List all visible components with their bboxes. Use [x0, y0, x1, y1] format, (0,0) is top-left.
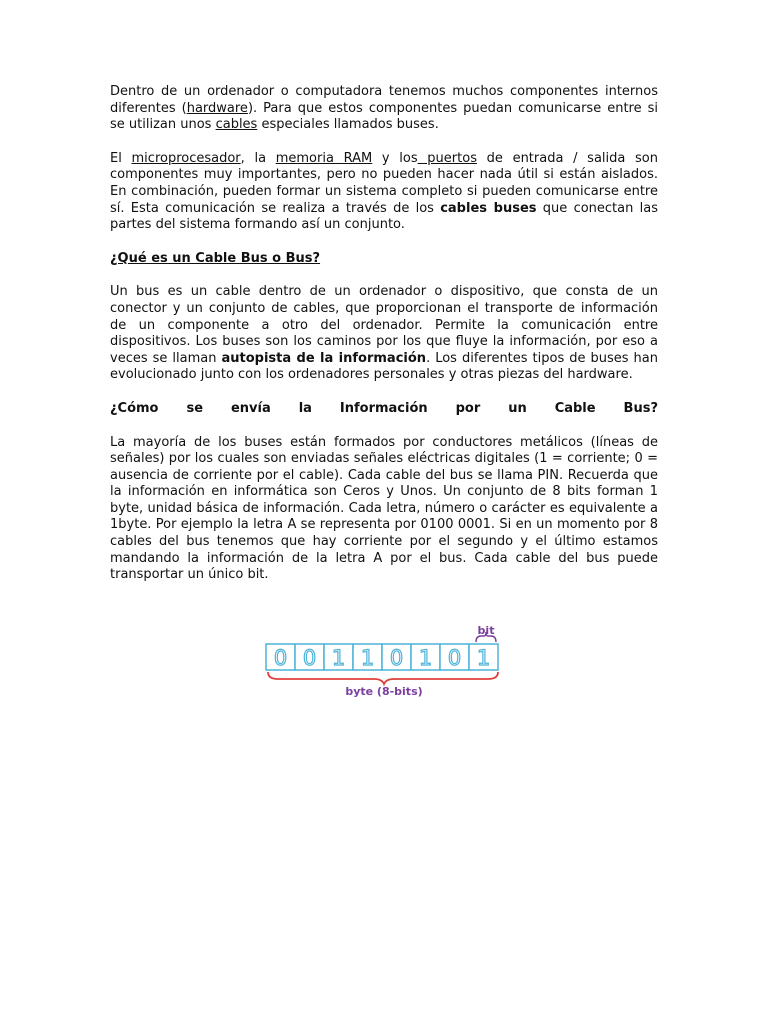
text-run: y los	[372, 150, 418, 166]
paragraph-intro	[110, 84, 658, 134]
bit-digit: 0	[302, 646, 317, 670]
text-run: ). Para que estos componentes puedan comunicarse entre si se utilizan unos	[110, 100, 658, 133]
text-run: , la	[240, 150, 276, 166]
link-cables[interactable]: cables	[215, 117, 258, 133]
bit-digit: 0	[389, 646, 404, 670]
byte-diagram	[262, 620, 506, 702]
link-puertos[interactable]: puertos	[417, 150, 477, 166]
bit-label: bit	[477, 624, 495, 637]
bit-digit: 1	[331, 646, 346, 670]
text-run: especiales llamados buses.	[257, 117, 439, 133]
heading-que-es-bus: ¿Qué es un Cable Bus o Bus?	[110, 250, 321, 266]
link-microprocesador[interactable]: microprocesador	[131, 150, 241, 166]
heading-como-se-envia: ¿Cómo se envía la Información por un Cable Bus?	[110, 400, 658, 416]
text-run: . Los diferentes tipos de buses han evolucionado junto con los ordenadores personales y otras piezas del hardware.	[110, 350, 658, 383]
paragraph-components	[110, 151, 658, 234]
bold-cables-buses: cables buses	[440, 200, 537, 216]
link-memoria-ram[interactable]: memoria RAM	[275, 150, 373, 166]
text-run: de entrada / salida son componentes muy importantes, pero no pueden hacer nada útil si están aislados. En combinación, pueden formar un sistema completo si pueden comunicarse entre sí. Esta comunicación se realiza a través de los	[110, 150, 658, 216]
text-run: Dentro de un ordenador o computadora tenemos muchos componentes internos diferentes (	[110, 84, 658, 116]
document-body	[110, 84, 658, 584]
byte-brace	[268, 672, 498, 684]
bit-cells	[266, 644, 498, 670]
bit-digit: 1	[418, 646, 433, 670]
bit-digit: 0	[273, 646, 288, 670]
link-hardware[interactable]: hardware	[186, 100, 248, 116]
bit-digit: 1	[476, 646, 491, 670]
paragraph-bus-definition	[110, 284, 658, 384]
text-run: El	[110, 150, 132, 166]
bold-autopista: autopista de la información	[221, 350, 427, 366]
bit-digit: 1	[360, 646, 375, 670]
text-run: Un bus es un cable dentro de un ordenador o dispositivo, que consta de un conector y un conjunto de cables, que proporcionan el transporte de información de un componente a otro del ordenador. Permite la comunicación entre dispositivos. Los buses son los caminos por los que fluye la información, por eso a veces se llaman	[110, 284, 658, 366]
text-run: que conectan las partes del sistema formando así un conjunto.	[110, 200, 658, 233]
bit-digit: 0	[447, 646, 462, 670]
byte-label: byte (8-bits)	[345, 685, 423, 698]
paragraph-bus-signals: La mayoría de los buses están formados por conductores metálicos (líneas de señales) por los cuales son enviadas señales eléctricas digitales (1 = corriente; 0 = ausencia de corriente por el cable). Cada cable del bus se llama PIN. Recuerda que la información en informática son Ceros y Unos. Un conjunto de 8 bits forman 1 byte, unidad básica de información. Cada letra, número o carácter es equivalente a 1byte. Por ejemplo la letra A se representa por 0100 0001. Si en un momento por 8 cables del bus tenemos que hay corriente por el segundo y el último estamos mandando la información de la letra A por el bus. Cada cable del bus puede transportar un único bit.	[110, 434, 658, 583]
